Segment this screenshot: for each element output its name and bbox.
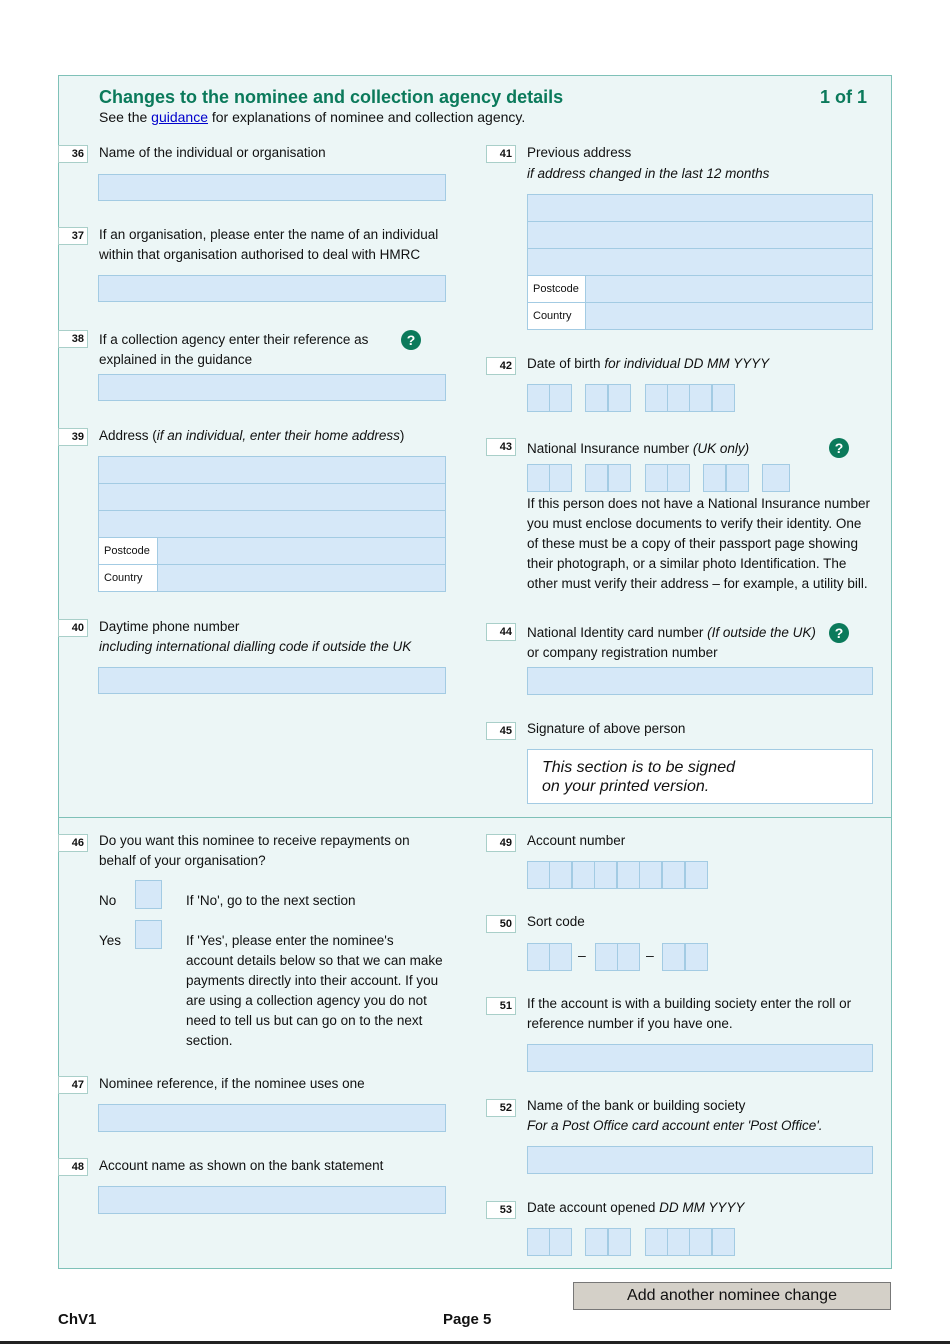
postcode-label: Postcode: [99, 538, 158, 564]
q47-label: Nominee reference, if the nominee uses one: [99, 1076, 365, 1091]
add-nominee-change-button[interactable]: Add another nominee change: [573, 1282, 891, 1310]
address-line-2-input[interactable]: [98, 483, 446, 511]
account-number-cell[interactable]: [662, 861, 685, 889]
agency-reference-input[interactable]: [98, 374, 446, 401]
account-number-cell[interactable]: [594, 861, 617, 889]
sort-code-cell[interactable]: [617, 943, 640, 971]
q51-label-line1: If the account is with a building society enter the roll or: [527, 996, 852, 1011]
ni-number-cell[interactable]: [703, 464, 726, 492]
sort-code-cell[interactable]: [595, 943, 618, 971]
page-number: Page 5: [443, 1311, 492, 1328]
q45-number: 45: [486, 722, 516, 740]
previous-country-input[interactable]: [527, 302, 873, 330]
q41-hint: if address changed in the last 12 months: [527, 166, 770, 181]
sort-code-cell[interactable]: [527, 943, 550, 971]
q52-label: Name of the bank or building society: [527, 1098, 746, 1113]
no-checkbox[interactable]: [135, 880, 162, 909]
daytime-phone-input[interactable]: [98, 667, 446, 694]
form-code: ChV1: [58, 1311, 97, 1328]
q39-number: 39: [58, 428, 88, 446]
previous-address-line-3-input[interactable]: [527, 248, 873, 276]
account-opened-year-cell[interactable]: [645, 1228, 668, 1256]
dob-year-cell[interactable]: [712, 384, 735, 412]
q52-hint: For a Post Office card account enter 'Post Office'.: [527, 1118, 823, 1133]
q48-number: 48: [58, 1158, 88, 1176]
help-icon[interactable]: ?: [829, 438, 849, 458]
q49-label: Account number: [527, 833, 626, 848]
account-opened-day-cell[interactable]: [549, 1228, 572, 1256]
q49-number: 49: [486, 834, 516, 852]
q46-number: 46: [58, 834, 88, 852]
dob-year-cell[interactable]: [645, 384, 668, 412]
q45-label: Signature of above person: [527, 721, 686, 736]
q43-note-line2: you must enclose documents to verify their identity. One: [527, 516, 862, 531]
page-indicator: 1 of 1: [820, 87, 868, 107]
roll-number-input[interactable]: [527, 1044, 873, 1072]
q43-label: National Insurance number (UK only): [527, 441, 750, 456]
guidance-link[interactable]: guidance: [151, 109, 208, 125]
q36-number: 36: [58, 145, 88, 163]
help-icon[interactable]: ?: [829, 623, 849, 643]
page-title: Changes to the nominee and collection agency details: [99, 87, 564, 107]
sort-code-separator: –: [578, 947, 586, 963]
sort-code-cell[interactable]: [685, 943, 708, 971]
nominee-reference-input[interactable]: [98, 1104, 446, 1132]
q38-label-line2: explained in the guidance: [99, 352, 253, 367]
q42-number: 42: [486, 357, 516, 375]
yes-note-line1: If 'Yes', please enter the nominee's: [186, 933, 394, 948]
account-number-cell[interactable]: [639, 861, 662, 889]
sort-code-cell[interactable]: [549, 943, 572, 971]
dob-month-cell[interactable]: [608, 384, 631, 412]
q43-note-line3: of these must be a copy of their passport page showing: [527, 536, 858, 551]
ni-number-cell[interactable]: [762, 464, 790, 492]
q44-label-line2: or company registration number: [527, 645, 718, 660]
account-number-cell[interactable]: [685, 861, 708, 889]
ni-number-cell[interactable]: [726, 464, 749, 492]
account-number-cell[interactable]: [527, 861, 550, 889]
account-opened-day-cell[interactable]: [527, 1228, 550, 1256]
q47-number: 47: [58, 1076, 88, 1094]
subtitle: See the guidance for explanations of nominee and collection agency.: [99, 109, 526, 125]
q50-label: Sort code: [527, 914, 585, 929]
ni-number-cell[interactable]: [608, 464, 631, 492]
q38-number: 38: [58, 330, 88, 348]
dob-month-cell[interactable]: [585, 384, 608, 412]
q44-label: National Identity card number (If outside the UK): [527, 625, 816, 640]
account-opened-year-cell[interactable]: [712, 1228, 735, 1256]
q51-label-line2: reference number if you have one.: [527, 1016, 733, 1031]
address-postcode-input[interactable]: [98, 537, 446, 565]
ni-number-cell[interactable]: [667, 464, 690, 492]
q43-note-line1: If this person does not have a National Insurance number: [527, 496, 870, 511]
q50-number: 50: [486, 915, 516, 933]
previous-address-line-2-input[interactable]: [527, 221, 873, 249]
ni-number-cell[interactable]: [527, 464, 550, 492]
address-line-1-input[interactable]: [98, 456, 446, 484]
q40-hint: including international dialling code if outside the UK: [99, 639, 412, 654]
yes-note-line4: are using a collection agency you do not: [186, 993, 427, 1008]
yes-label: Yes: [99, 933, 122, 948]
postcode-label: Postcode: [528, 276, 586, 302]
yes-checkbox[interactable]: [135, 920, 162, 949]
q38-label-line1: If a collection agency enter their reference as: [99, 332, 369, 347]
no-note: If 'No', go to the next section: [186, 893, 356, 908]
address-country-input[interactable]: [98, 564, 446, 592]
section-divider: [58, 817, 892, 818]
ni-number-cell[interactable]: [549, 464, 572, 492]
yes-note-line6: section.: [186, 1033, 233, 1048]
q43-note-line5: other must verify their address – for example, a utility bill.: [527, 576, 868, 591]
q44-number: 44: [486, 623, 516, 641]
q43-note-line4: their photograph, or a similar photo Identification. The: [527, 556, 847, 571]
ni-number-cell[interactable]: [645, 464, 668, 492]
account-opened-year-cell[interactable]: [689, 1228, 712, 1256]
country-label: Country: [99, 565, 158, 591]
q52-number: 52: [486, 1099, 516, 1117]
identity-card-input[interactable]: [527, 667, 873, 695]
q36-label: Name of the individual or organisation: [99, 145, 326, 160]
yes-note-line2: account details below so that we can make: [186, 953, 443, 968]
q41-number: 41: [486, 145, 516, 163]
dob-day-cell[interactable]: [549, 384, 572, 412]
q53-label: Date account opened DD MM YYYY: [527, 1200, 745, 1215]
q39-label: Address (if an individual, enter their home address): [99, 428, 405, 443]
country-label: Country: [528, 303, 586, 329]
previous-postcode-input[interactable]: [527, 275, 873, 303]
q46-label-line2: behalf of your organisation?: [99, 853, 266, 868]
dob-year-cell[interactable]: [689, 384, 712, 412]
account-opened-year-cell[interactable]: [667, 1228, 690, 1256]
previous-address-line-1-input[interactable]: [527, 194, 873, 222]
account-opened-month-cell[interactable]: [585, 1228, 608, 1256]
q43-number: 43: [486, 438, 516, 456]
account-number-cell[interactable]: [549, 861, 572, 889]
sort-code-cell[interactable]: [662, 943, 685, 971]
account-number-cell[interactable]: [572, 861, 595, 889]
yes-note-line5: need to tell us but can go on to the next: [186, 1013, 423, 1028]
no-label: No: [99, 893, 117, 908]
q46-label-line1: Do you want this nominee to receive repayments on: [99, 833, 410, 848]
q41-label: Previous address: [527, 145, 632, 160]
sort-code-separator: –: [646, 947, 654, 963]
bank-name-input[interactable]: [527, 1146, 873, 1174]
q51-number: 51: [486, 997, 516, 1015]
help-icon[interactable]: ?: [401, 330, 421, 350]
dob-day-cell[interactable]: [527, 384, 550, 412]
authorised-individual-input[interactable]: [98, 275, 446, 302]
signature-box: This section is to be signed on your printed version.: [527, 749, 873, 804]
account-number-cell[interactable]: [617, 861, 640, 889]
ni-number-cell[interactable]: [585, 464, 608, 492]
address-line-3-input[interactable]: [98, 510, 446, 538]
q42-label: Date of birth for individual DD MM YYYY: [527, 356, 770, 371]
q37-number: 37: [58, 227, 88, 245]
q40-number: 40: [58, 619, 88, 637]
q37-label-line1: If an organisation, please enter the name of an individual: [99, 227, 439, 242]
yes-note-line3: payments directly into their account. If you: [186, 973, 439, 988]
dob-year-cell[interactable]: [667, 384, 690, 412]
q53-number: 53: [486, 1201, 516, 1219]
q40-label: Daytime phone number: [99, 619, 240, 634]
account-name-input[interactable]: [98, 1186, 446, 1214]
q37-label-line2: within that organisation authorised to deal with HMRC: [99, 247, 421, 262]
nominee-name-input[interactable]: [98, 174, 446, 201]
q48-label: Account name as shown on the bank statement: [99, 1158, 384, 1173]
account-opened-month-cell[interactable]: [608, 1228, 631, 1256]
